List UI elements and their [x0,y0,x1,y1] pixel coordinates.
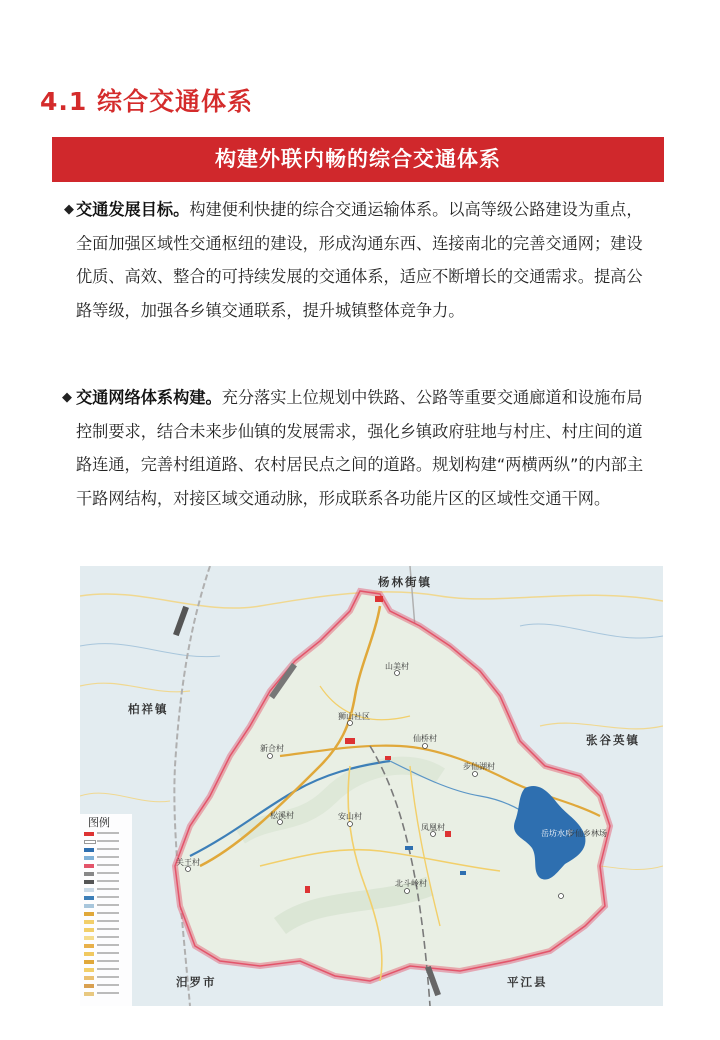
town-label: 柏祥镇 [128,702,169,716]
legend-title: 图例 [88,816,110,829]
village-label: 山美村 [385,662,409,671]
village-label: 步仙湖村 [463,762,495,771]
map-legend [80,814,132,1006]
paragraph-body: 构建便利快捷的综合交通运输体系。以高等级公路建设为重点，全面加强区域性交通枢纽的建设，形成沟通东西、连接南北的完善交通网；建设优质、高效、整合的可持续发展的交通体系，适应不断增长的交通需求。提高公路等级，加强各乡镇交通联系，提升城镇整体竞争力。 [76,200,643,320]
section-title: 4.1 综合交通体系 [40,87,253,116]
paragraph-heading: 交通发展目标。 [76,200,190,219]
village-label: 安山村 [338,812,362,821]
section-banner: 构建外联内畅的综合交通体系 [52,137,664,182]
map-graphic [80,566,663,1006]
diamond-bullet-icon: ◆ [64,202,74,217]
paragraph-body: 充分落实上位规划中铁路、公路等重要交通廊道和设施布局控制要求，结合未来步仙镇的发展需求，强化乡镇政府驻地与村庄、村庄间的道路连通，完善村组道路、农村居民点之间的道路。规划构建“两横两纵”的内部主干路网结构，对接区域交通动脉，形成联系各功能片区的区域性交通干网。 [76,388,644,508]
paragraph-transport-goal [64,193,656,327]
diamond-bullet-icon: ◆ [62,390,72,405]
village-label: 松溪村 [270,811,294,820]
village-label: 步仙乡林场 [567,829,607,838]
transport-map [80,566,663,1006]
village-label: 北斗岭村 [395,879,427,888]
village-label: 关王村 [176,858,200,867]
village-label: 狮山社区 [338,712,370,721]
town-label: 张谷英镇 [586,733,640,747]
paragraph-heading: 交通网络体系构建。 [76,388,222,407]
village-label: 仙桥村 [413,734,437,743]
village-label: 新合村 [260,744,284,753]
town-label: 杨林街镇 [378,575,432,589]
town-label: 汨罗市 [176,975,217,989]
village-label: 岳坊水库 [541,829,573,838]
village-label: 凤凰村 [421,823,445,832]
town-label: 平江县 [507,975,548,989]
paragraph-network-system [62,381,656,515]
